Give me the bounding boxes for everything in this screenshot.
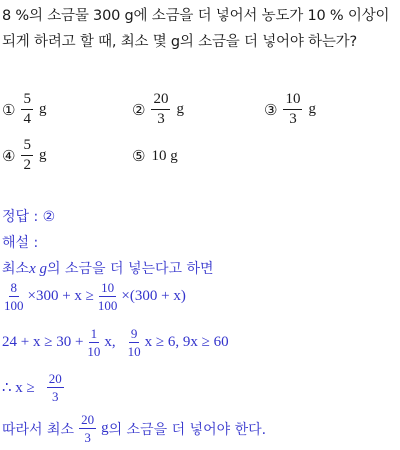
equation-3: ∴ x ≥ $\frac{20}{3}$ [2,371,62,404]
option-5[interactable] [132,147,178,165]
fraction: $\frac{10}{100}$ [97,280,118,313]
equation-2: 24 + x ≥ 30 + $\frac{1}{10}$ x, $\frac{9}{10}$ x ≥ 6, 9x ≥ 60 [2,326,229,359]
option-mark: ② [132,100,146,119]
option-1[interactable] [2,92,46,127]
option-4[interactable] [2,138,46,173]
option-unit: g [38,101,47,117]
solution-label: 해설 : [2,235,39,251]
option-fraction: $\frac{5}{4}$ [23,91,31,127]
option-fraction: $\frac{10}{3}$ [285,91,301,127]
option-mark: ③ [264,100,278,119]
question-line-1: 8 %의 소금물 300 g에 소금을 더 넣어서 농도가 10 % 이상이 [2,8,390,24]
fraction: $\frac{20}{3}$ [48,371,62,404]
conclusion: 따라서 최소 $\frac{20}{3}$ g 의 소금을 더 넣어야 한다. [2,412,267,445]
option-mark: ④ [2,146,16,165]
option-unit: g [38,147,47,163]
equation-1: $\frac{8}{100}$ ×300 + x ≥ $\frac{10}{100}$ ×(300 + x) [4,280,186,313]
option-fraction: $\frac{5}{2}$ [23,137,31,173]
option-3[interactable] [264,92,316,127]
solution-intro: 최소 x g 의 소금을 더 넣는다고 하면 [2,261,214,277]
fraction: $\frac{1}{10}$ [87,326,101,359]
option-unit: g [308,101,316,117]
option-mark: ⑤ [132,147,146,165]
option-unit: g [176,101,184,117]
answer-label: 정답 : ② [2,209,56,225]
option-mark: ① [2,100,16,119]
fraction: $\frac{8}{100}$ [4,280,24,313]
option-text: 10 g [151,147,178,164]
option-fraction: $\frac{20}{3}$ [153,91,169,127]
question-line-2: 되게 하려고 할 때, 최소 몇 g의 소금을 더 넣어야 하는가? [2,34,357,50]
fraction: $\frac{9}{10}$ [127,326,141,359]
fraction: $\frac{20}{3}$ [81,412,95,445]
option-2[interactable] [132,92,184,127]
